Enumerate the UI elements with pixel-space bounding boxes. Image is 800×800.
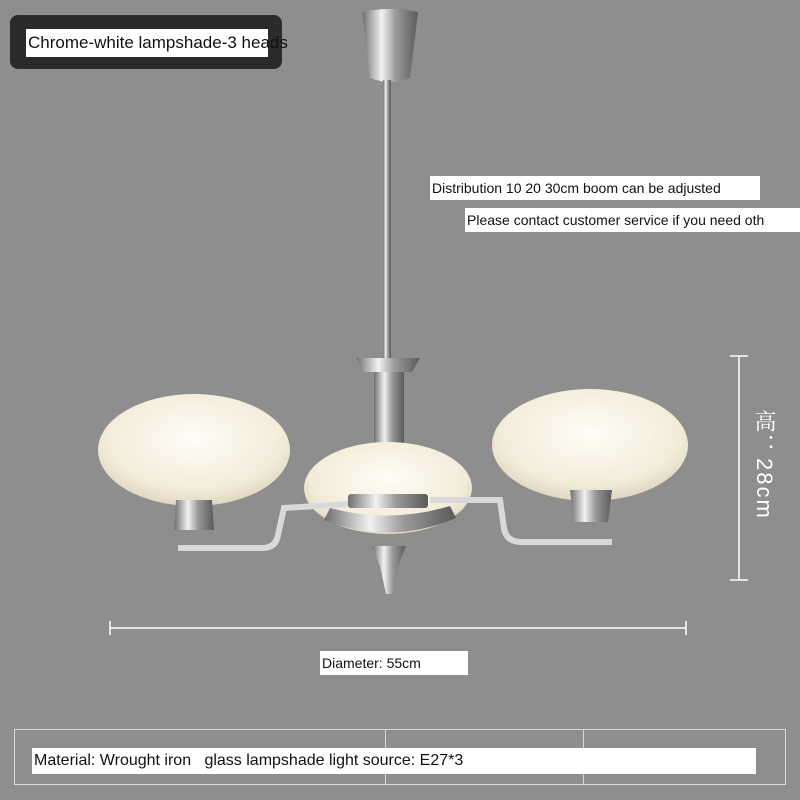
distribution-note: Distribution 10 20 30cm boom can be adjusted <box>430 176 760 200</box>
diameter-label: Diameter: 55cm <box>320 651 468 675</box>
left-socket <box>174 500 214 530</box>
ceiling-canopy <box>362 9 418 82</box>
hub-cap <box>348 494 428 508</box>
column-collar <box>356 358 420 372</box>
contact-note: Please contact customer service if you need oth <box>465 208 800 232</box>
bottom-finial <box>372 546 406 594</box>
right-shade <box>492 389 688 501</box>
right-socket <box>570 490 612 522</box>
spec-text: Material: Wrought iron glass lampshade light source: E27*3 <box>32 748 756 774</box>
height-label: 高：28cm <box>752 410 777 520</box>
suspension-rod <box>383 80 391 360</box>
product-title: Chrome-white lampshade-3 heads <box>26 29 268 57</box>
left-shade <box>98 394 290 506</box>
